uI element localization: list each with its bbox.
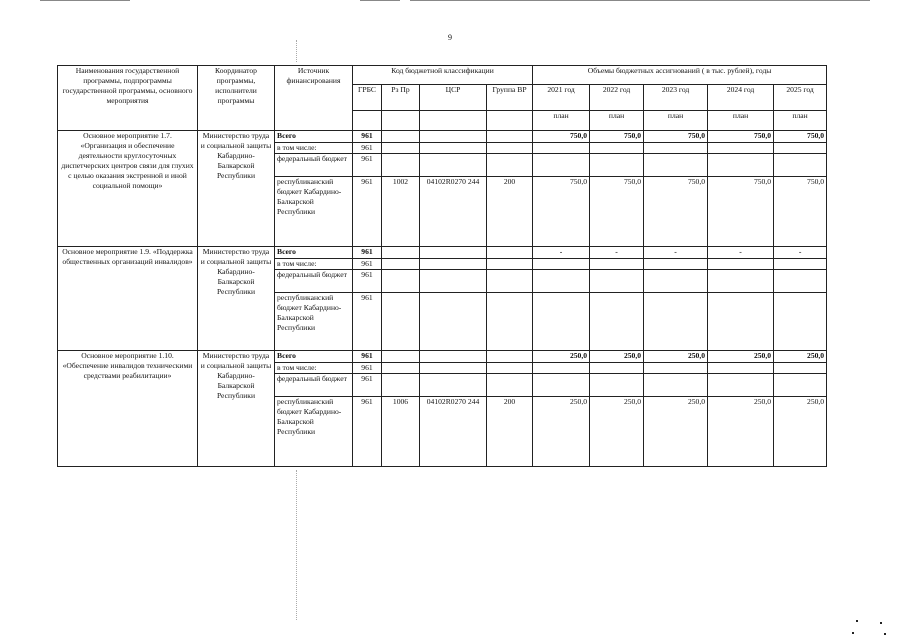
- rzpr-cell: [382, 374, 420, 397]
- amount-cell: [590, 374, 644, 397]
- page-number: 9: [448, 33, 452, 42]
- grbs-cell: 961: [353, 397, 382, 467]
- amount-cell: [590, 270, 644, 293]
- amount-cell: 250,0: [774, 397, 827, 467]
- amount-cell: 250,0: [590, 351, 644, 363]
- vr-cell: [487, 259, 533, 270]
- amount-cell: [533, 154, 590, 177]
- amount-cell: -: [774, 247, 827, 259]
- grbs-cell: 961: [353, 259, 382, 270]
- amount-cell: [774, 259, 827, 270]
- vr-cell: [487, 374, 533, 397]
- amount-cell: [644, 293, 708, 351]
- funding-source: Всего: [275, 351, 353, 363]
- amount-cell: [774, 293, 827, 351]
- activity-name: Основное мероприятие 1.9. «Поддержка общественных организаций инвалидов»: [58, 247, 198, 351]
- amount-cell: 750,0: [708, 131, 774, 143]
- vr-cell: [487, 154, 533, 177]
- vr-cell: [487, 131, 533, 143]
- amount-cell: 750,0: [774, 131, 827, 143]
- funding-source: федеральный бюджет: [275, 154, 353, 177]
- header-year: 2021 год: [533, 85, 590, 111]
- csr-cell: [420, 363, 487, 374]
- amount-cell: [708, 374, 774, 397]
- header-plan: план: [533, 111, 590, 131]
- rzpr-cell: [382, 154, 420, 177]
- csr-cell: [420, 131, 487, 143]
- amount-cell: [590, 259, 644, 270]
- amount-cell: 250,0: [533, 351, 590, 363]
- funding-source: Всего: [275, 247, 353, 259]
- amount-cell: [644, 259, 708, 270]
- amount-cell: 250,0: [644, 351, 708, 363]
- amount-cell: [708, 154, 774, 177]
- scan-artifact-line: [296, 40, 297, 62]
- funding-source: федеральный бюджет: [275, 270, 353, 293]
- activity-coordinator: Министерство труда и социальной защиты Кабардино-Балкарской Республики: [198, 351, 275, 467]
- funding-source: Всего: [275, 131, 353, 143]
- amount-cell: [774, 270, 827, 293]
- scan-speck: [852, 632, 854, 634]
- amount-cell: 250,0: [590, 397, 644, 467]
- header-year: 2022 год: [590, 85, 644, 111]
- grbs-cell: 961: [353, 247, 382, 259]
- rzpr-cell: [382, 270, 420, 293]
- header-year: 2024 год: [708, 85, 774, 111]
- amount-cell: [590, 143, 644, 154]
- header-plan: план: [644, 111, 708, 131]
- rzpr-cell: [382, 131, 420, 143]
- amount-cell: [708, 363, 774, 374]
- amount-cell: -: [533, 247, 590, 259]
- header-source: Источник финансирования: [275, 66, 353, 131]
- amount-cell: [708, 293, 774, 351]
- amount-cell: [644, 143, 708, 154]
- csr-cell: [420, 143, 487, 154]
- header-plan: план: [590, 111, 644, 131]
- grbs-cell: 961: [353, 270, 382, 293]
- grbs-cell: 961: [353, 363, 382, 374]
- amount-cell: [590, 154, 644, 177]
- amount-cell: -: [590, 247, 644, 259]
- amount-cell: [774, 363, 827, 374]
- rzpr-cell: [382, 247, 420, 259]
- csr-cell: 04102R0270 244: [420, 397, 487, 467]
- vr-cell: [487, 363, 533, 374]
- amount-cell: [774, 374, 827, 397]
- amount-cell: 750,0: [533, 131, 590, 143]
- header-rzpr: Рз Пр: [382, 85, 420, 111]
- amount-cell: 750,0: [708, 177, 774, 247]
- grbs-cell: 961: [353, 374, 382, 397]
- rzpr-cell: [382, 259, 420, 270]
- amount-cell: 750,0: [590, 177, 644, 247]
- csr-cell: 04102R0270 244: [420, 177, 487, 247]
- activity-coordinator: Министерство труда и социальной защиты Кабардино-Балкарской Республики: [198, 131, 275, 247]
- amount-cell: 250,0: [774, 351, 827, 363]
- funding-source: в том числе:: [275, 259, 353, 270]
- amount-cell: [533, 363, 590, 374]
- csr-cell: [420, 351, 487, 363]
- header-grbs: ГРБС: [353, 85, 382, 111]
- amount-cell: [708, 259, 774, 270]
- grbs-cell: 961: [353, 351, 382, 363]
- scan-speck: [884, 633, 886, 635]
- header-plan: план: [708, 111, 774, 131]
- scan-edge-line: [40, 0, 130, 1]
- funding-source: федеральный бюджет: [275, 374, 353, 397]
- rzpr-cell: [382, 293, 420, 351]
- header-vr: Группа ВР: [487, 85, 533, 111]
- header-coordinator: Координатор программы, исполнители программы: [198, 66, 275, 131]
- funding-source: в том числе:: [275, 143, 353, 154]
- vr-cell: 200: [487, 397, 533, 467]
- rzpr-cell: [382, 351, 420, 363]
- csr-cell: [420, 154, 487, 177]
- vr-cell: [487, 270, 533, 293]
- amount-cell: 250,0: [533, 397, 590, 467]
- scan-speck: [856, 620, 858, 622]
- amount-cell: [533, 259, 590, 270]
- table-body: [58, 131, 827, 467]
- amount-cell: -: [708, 247, 774, 259]
- amount-cell: 750,0: [644, 177, 708, 247]
- header-volumes-group: Объемы бюджетных ассигнований ( в тыс. рублей), годы: [533, 66, 827, 85]
- vr-cell: [487, 247, 533, 259]
- amount-cell: [708, 143, 774, 154]
- amount-cell: 250,0: [708, 397, 774, 467]
- rzpr-cell: 1006: [382, 397, 420, 467]
- funding-source: республиканский бюджет Кабардино-Балкарской Республики: [275, 397, 353, 467]
- scan-edge-line: [360, 0, 400, 1]
- table-header: [58, 66, 827, 131]
- amount-cell: [774, 143, 827, 154]
- funding-source: республиканский бюджет Кабардино-Балкарской Республики: [275, 177, 353, 247]
- header-year: 2023 год: [644, 85, 708, 111]
- csr-cell: [420, 293, 487, 351]
- header-year: 2025 год: [774, 85, 827, 111]
- header-plan: план: [774, 111, 827, 131]
- grbs-cell: 961: [353, 131, 382, 143]
- amount-cell: [590, 363, 644, 374]
- grbs-cell: 961: [353, 154, 382, 177]
- amount-cell: 750,0: [533, 177, 590, 247]
- rzpr-cell: [382, 143, 420, 154]
- amount-cell: [708, 270, 774, 293]
- scan-artifact-line: [296, 470, 297, 620]
- csr-cell: [420, 247, 487, 259]
- table-row: [58, 247, 827, 259]
- activity-name: Основное мероприятие 1.10. «Обеспечение инвалидов техническими средствами реабилитации»: [58, 351, 198, 467]
- amount-cell: [590, 293, 644, 351]
- scan-edge-line: [410, 0, 870, 1]
- budget-allocation-table: [57, 65, 827, 467]
- vr-cell: [487, 143, 533, 154]
- amount-cell: [774, 154, 827, 177]
- amount-cell: [533, 374, 590, 397]
- rzpr-cell: 1002: [382, 177, 420, 247]
- amount-cell: [644, 154, 708, 177]
- table-row: [58, 131, 827, 143]
- csr-cell: [420, 374, 487, 397]
- grbs-cell: 961: [353, 293, 382, 351]
- amount-cell: 250,0: [644, 397, 708, 467]
- header-name: Наименования государственной программы, подпрограммы государственной программы, основного мероприятия: [58, 66, 198, 131]
- vr-cell: [487, 293, 533, 351]
- amount-cell: 750,0: [590, 131, 644, 143]
- vr-cell: [487, 351, 533, 363]
- csr-cell: [420, 259, 487, 270]
- vr-cell: 200: [487, 177, 533, 247]
- amount-cell: [533, 270, 590, 293]
- header-csr: ЦСР: [420, 85, 487, 111]
- amount-cell: [644, 363, 708, 374]
- amount-cell: [644, 270, 708, 293]
- activity-name: Основное мероприятие 1.7. «Организация и обеспечение деятельности круглосуточных диспетчерских центров связи для глухих с целью оказания экстренной и иной социальной помощи»: [58, 131, 198, 247]
- table-row: [58, 351, 827, 363]
- amount-cell: [644, 374, 708, 397]
- funding-source: республиканский бюджет Кабардино-Балкарской Республики: [275, 293, 353, 351]
- amount-cell: [533, 143, 590, 154]
- amount-cell: 250,0: [708, 351, 774, 363]
- header-code-group: Код бюджетной классификации: [353, 66, 533, 85]
- scan-speck: [880, 622, 882, 624]
- amount-cell: 750,0: [644, 131, 708, 143]
- amount-cell: -: [644, 247, 708, 259]
- amount-cell: [533, 293, 590, 351]
- grbs-cell: 961: [353, 177, 382, 247]
- funding-source: в том числе:: [275, 363, 353, 374]
- grbs-cell: 961: [353, 143, 382, 154]
- csr-cell: [420, 270, 487, 293]
- rzpr-cell: [382, 363, 420, 374]
- amount-cell: 750,0: [774, 177, 827, 247]
- activity-coordinator: Министерство труда и социальной защиты Кабардино-Балкарской Республики: [198, 247, 275, 351]
